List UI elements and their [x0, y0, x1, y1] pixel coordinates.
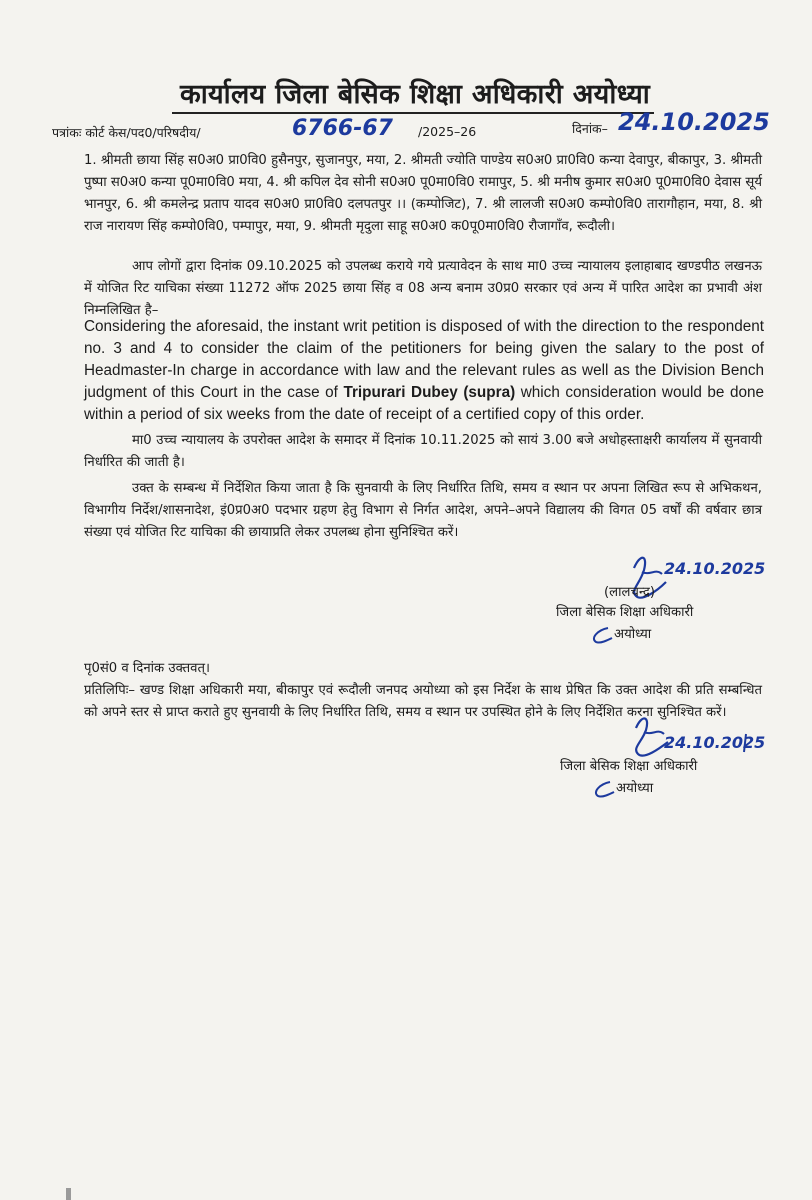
- copy-to-paragraph: प्रतिलिपिः– खण्ड शिक्षा अधिकारी मया, बीकापुर एवं रूदौली जनपद अयोध्या को इस निर्देश के साथ प्रेषित कि उक्त आदेश की प्रति सम्बन्धित को अपने स्तर से प्राप्त कराते हुए सुनवायी के लिए निर्धारित तिथि, समय व स्थान पर उपस्थित होने के लिए निर्देशित करना सुनिश्चित करें।: [84, 683, 762, 720]
- court-order-text-before: Considering the aforesaid, the instant writ petition is disposed of with the direction to the respondent no. 3 and 4 to consider the claim of the petitioners for being given the salary to the post of Headmaster-In charge in accordance with law and the relevant rules as well as the Division Bench judgment of this Court in the case of: [84, 318, 764, 401]
- endorsement-reference: पृ0सं0 व दिनांक उक्तवत्।: [84, 661, 211, 676]
- signature-2-designation: जिला बेसिक शिक्षा अधिकारी: [560, 759, 698, 774]
- reference-prefix: पत्रांकः कोर्ट केस/पद0/परिषदीय/: [52, 125, 201, 140]
- signature-2-date-handwritten: 24.10.2025: [664, 733, 766, 752]
- signature-1-initial: [586, 624, 616, 646]
- scan-edge-mark: [66, 1188, 71, 1200]
- signature-1-date-handwritten: 24.10.2025: [664, 559, 766, 578]
- representation-paragraph: आप लोगों द्वारा दिनांक 09.10.2025 को उपलब्ध कराये गये प्रत्यावेदन के साथ मा0 उच्च न्यायालय इलाहाबाद खण्डपीठ लखनऊ में योजित रिट याचिका संख्या 11272 ऑफ 2025 छाया सिंह व 08 अन्य बनाम उ0प्र0 सरकार एवं अन्य में पारित आदेश का प्रभावी अंश निम्नलिखित है–: [84, 259, 762, 318]
- reference-number-handwritten: 6766-67: [292, 116, 393, 141]
- signature-2-initial: [588, 778, 618, 800]
- date-label: दिनांक–: [572, 121, 608, 136]
- signatory-name: (लालचन्द्र): [604, 585, 656, 600]
- addressee-list: 1. श्रीमती छाया सिंह स0अ0 प्रा0वि0 हुसैनपुर, सुजानपुर, मया, 2. श्रीमती ज्योति पाण्डेय स0अ0 प्रा0वि0 कन्या देवापुर, बीकापुर, 3. श्रीमती पुष्पा स0अ0 कन्या पू0मा0वि0 मया, 4. श्री कपिल देव सोनी स0अ0 पू0मा0वि0 रामापुर, 5. श्री मनीष कुमार स0अ0 पू0मा0वि0 देवास सूर्य भानपुर, 6. श्री कमलेन्द्र प्रताप यादव स0अ0 प्रा0वि0 दलपतपुर ।। (कम्पोजिट), 7. श्री लालजी स0अ0 कम्पो0वि0 तारागौहान, मया, 8. श्री राज नारायण सिंह कम्पो0वि0, पम्पापुर, मया, 9. श्रीमती मृदुला साहू स0अ0 क0पू0मा0वि0 रौजागाँव, रूदौली।: [84, 153, 762, 234]
- date-handwritten: 24.10.2025: [618, 108, 770, 136]
- court-order-excerpt: [84, 316, 764, 426]
- hearing-schedule-paragraph: मा0 उच्च न्यायालय के उपरोक्त आदेश के समादर में दिनांक 10.11.2025 को सायं 3.00 बजे अधोहस्ताक्षरी कार्यालय में सुनवायी निर्धारित की जाती है।: [84, 433, 762, 470]
- office-title: कार्यालय जिला बेसिक शिक्षा अधिकारी अयोध्या: [179, 79, 651, 110]
- reference-year: /2025–26: [418, 124, 477, 139]
- instructions-paragraph: उक्त के सम्बन्ध में निर्देशित किया जाता है कि सुनवायी के लिए निर्धारित तिथि, समय व स्थान पर अपना लिखित रूप से अभिकथन, विभागीय निर्देश/शासनादेश, इं0प्र0अ0 पदभार ग्रहण हेतु विभाग से निर्गत आदेश, अपने–अपने विद्यालय की विगत 05 वर्षों की वर्षवार छात्र संख्या एवं योजित रिट याचिका की छायाप्रति लेकर उपलब्ध होना सुनिश्चित करें।: [84, 481, 762, 540]
- signature-2-place: अयोध्या: [616, 781, 654, 796]
- signature-1-place: अयोध्या: [614, 627, 652, 642]
- reference-line: [52, 108, 772, 148]
- title-underline: [172, 112, 654, 114]
- court-order-text-after: which consideration would be done within a period of six weeks from the date of receipt of a certified copy of this order.: [84, 384, 764, 423]
- court-order-case-name: Tripurari Dubey (supra): [343, 384, 516, 401]
- signature-1-designation: जिला बेसिक शिक्षा अधिकारी: [556, 605, 694, 620]
